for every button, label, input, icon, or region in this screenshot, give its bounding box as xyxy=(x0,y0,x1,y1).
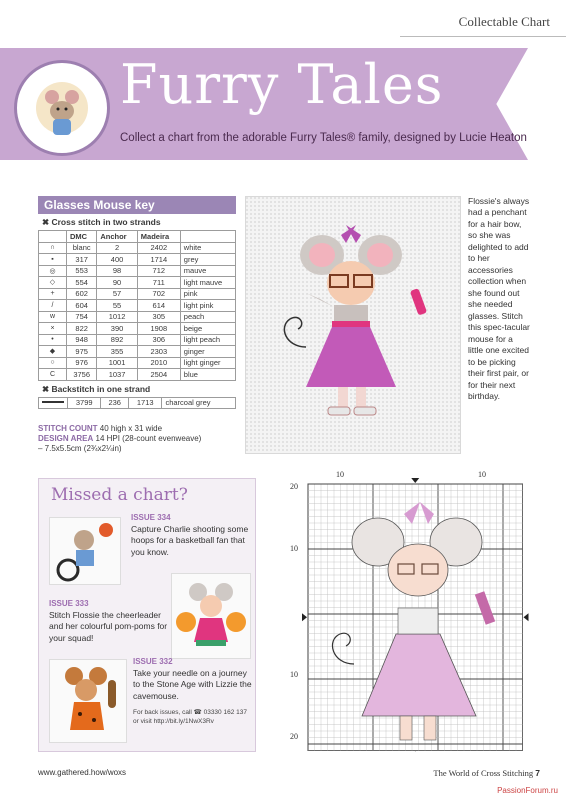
key-box xyxy=(38,196,236,409)
madeira-cell: 1713 xyxy=(129,397,162,409)
table-row xyxy=(39,277,236,289)
anchor-cell: 1012 xyxy=(97,311,137,323)
madeira-cell: 305 xyxy=(137,311,180,323)
missed-chart-box xyxy=(38,478,256,752)
color-name-cell: light pink xyxy=(180,300,235,312)
symbol-cell: × xyxy=(39,323,67,335)
header-rule xyxy=(400,36,566,37)
color-name-cell: charcoal grey xyxy=(162,397,236,409)
anchor-cell: 55 xyxy=(97,300,137,312)
issue-id: ISSUE 332 xyxy=(133,657,173,666)
issue-333 xyxy=(49,599,169,644)
table-row xyxy=(39,334,236,346)
symbol-cell: ∩ xyxy=(39,242,67,254)
table-row xyxy=(39,311,236,323)
dmc-cell: 554 xyxy=(67,277,97,289)
stitch-count-value: 40 high x 31 wide xyxy=(99,424,163,433)
missed-title: Missed a chart? xyxy=(51,485,188,505)
issue-333-thumb xyxy=(171,573,251,659)
symbol-cell: ◇ xyxy=(39,277,67,289)
madeira-cell: 306 xyxy=(137,334,180,346)
cross-icon: ✖ xyxy=(42,383,52,394)
dmc-cell: 975 xyxy=(67,346,97,358)
madeira-cell: 2303 xyxy=(137,346,180,358)
side-text: Flossie's always had a penchant for a hair bow, so she was delighted to add to her accessories collection when she found out she needed glasses. Stitch this spec-tacular mouse for a little one excited to be picking their first pair, or for their next birthday. xyxy=(468,196,530,401)
madeira-cell: 1714 xyxy=(137,254,180,266)
dmc-cell: 604 xyxy=(67,300,97,312)
anchor-cell: 892 xyxy=(97,334,137,346)
back-issues-info xyxy=(133,709,253,727)
issue-id: ISSUE 333 xyxy=(49,599,89,608)
grid-label: 10 xyxy=(290,670,298,679)
madeira-cell: 1908 xyxy=(137,323,180,335)
table-row xyxy=(39,254,236,266)
dmc-cell: 3756 xyxy=(67,369,97,381)
color-name-cell: light ginger xyxy=(180,357,235,369)
cross-stitch-chart xyxy=(290,470,540,752)
name-header xyxy=(180,231,235,243)
symbol-cell: ▪ xyxy=(39,254,67,266)
stitch-info xyxy=(38,424,238,454)
cross-heading: ✖ Cross stitch in two strands xyxy=(42,217,161,227)
symbol-cell: C xyxy=(39,369,67,381)
dmc-cell: blanc xyxy=(67,242,97,254)
madeira-cell: 2504 xyxy=(137,369,180,381)
symbol-cell: / xyxy=(39,300,67,312)
symbol-cell: ◎ xyxy=(39,265,67,277)
section-label: Collectable Chart xyxy=(458,14,550,29)
grid-label: 10 xyxy=(290,544,298,553)
back-issues-link[interactable]: or visit http://bit.ly/1NwX3Rv xyxy=(133,717,214,725)
banner-title: Furry Tales xyxy=(120,53,444,116)
key-header-row xyxy=(39,231,236,243)
dmc-cell: 754 xyxy=(67,311,97,323)
color-name-cell: beige xyxy=(180,323,235,335)
design-area-value: 14 HPI (28-count evenweave) xyxy=(95,434,202,443)
table-row xyxy=(39,300,236,312)
footer-url[interactable]: www.gathered.how/woxs xyxy=(38,768,127,777)
color-name-cell: blue xyxy=(180,369,235,381)
table-row xyxy=(39,288,236,300)
chart-grid xyxy=(290,470,540,752)
center-marker-icon xyxy=(411,478,419,483)
color-name-cell: light peach xyxy=(180,334,235,346)
chart-motif xyxy=(398,608,438,634)
watermark: PassionForum.ru xyxy=(497,786,558,795)
table-row xyxy=(39,242,236,254)
design-area-label: DESIGN AREA xyxy=(38,434,94,443)
dmc-cell: 3799 xyxy=(68,397,101,409)
chart-motif xyxy=(388,544,448,596)
symbol-cell: ○ xyxy=(39,357,67,369)
issue-332-thumb xyxy=(49,659,127,743)
anchor-cell: 2 xyxy=(97,242,137,254)
issue-text: Take your needle on a journey to the Stone Age with Lizzie the cavemouse. xyxy=(133,667,252,701)
color-name-cell: grey xyxy=(180,254,235,266)
table-row xyxy=(39,357,236,369)
stitch-count-label: STITCH COUNT xyxy=(38,424,98,433)
footer-magazine: The World of Cross Stitching 7 xyxy=(433,768,540,778)
chart-motif xyxy=(424,716,436,740)
madeira-cell: 614 xyxy=(137,300,180,312)
issue-text: Stitch Flossie the cheerleader and her colourful pom-poms for your squad! xyxy=(49,609,168,643)
back-table xyxy=(38,397,236,410)
issue-id: ISSUE 334 xyxy=(131,513,171,522)
chart-motif xyxy=(400,716,412,740)
back-issues-phone: For back issues, call ☎ 03330 162 137 xyxy=(133,709,247,716)
back-heading: ✖ Backstitch in one strand xyxy=(42,383,151,394)
sym-header xyxy=(39,231,67,243)
madeira-cell: 702 xyxy=(137,288,180,300)
issue-text: Capture Charlie shooting some hoops for a basketball fan that you know. xyxy=(131,523,249,557)
madeira-cell: 711 xyxy=(137,277,180,289)
anchor-cell: 98 xyxy=(97,265,137,277)
symbol-cell: + xyxy=(39,288,67,300)
dmc-cell: 317 xyxy=(67,254,97,266)
table-row xyxy=(39,397,236,409)
banner-subtitle: Collect a chart from the adorable Furry Tales® family, designed by Lucie Heaton xyxy=(120,132,527,144)
anchor-cell: 355 xyxy=(97,346,137,358)
grid-label: 20 xyxy=(290,482,298,491)
backstitch-line-icon xyxy=(39,397,68,409)
logo xyxy=(14,60,110,156)
center-marker-icon xyxy=(411,752,419,753)
design-area-size: – 7.5x5.5cm (2¾x2¼in) xyxy=(38,444,122,453)
anchor-cell: 400 xyxy=(97,254,137,266)
issue-334 xyxy=(131,513,251,558)
symbol-cell: ◆ xyxy=(39,346,67,358)
cross-icon: ✖ xyxy=(42,217,52,227)
color-name-cell: white xyxy=(180,242,235,254)
color-name-cell: peach xyxy=(180,311,235,323)
symbol-cell: • xyxy=(39,334,67,346)
key-table xyxy=(38,230,236,381)
issue-332 xyxy=(133,657,253,702)
dmc-cell: 948 xyxy=(67,334,97,346)
grid-label: 10 xyxy=(478,470,486,479)
column-header: Anchor xyxy=(97,231,137,243)
madeira-cell: 712 xyxy=(137,265,180,277)
madeira-cell: 2402 xyxy=(137,242,180,254)
dmc-cell: 822 xyxy=(67,323,97,335)
anchor-cell: 1001 xyxy=(97,357,137,369)
color-name-cell: pink xyxy=(180,288,235,300)
anchor-cell: 1037 xyxy=(97,369,137,381)
issue-334-thumb xyxy=(49,517,121,585)
column-header: Madeira xyxy=(137,231,180,243)
anchor-cell: 390 xyxy=(97,323,137,335)
dmc-cell: 602 xyxy=(67,288,97,300)
table-row xyxy=(39,346,236,358)
color-name-cell: light mauve xyxy=(180,277,235,289)
column-header: DMC xyxy=(67,231,97,243)
madeira-cell: 2010 xyxy=(137,357,180,369)
color-name-cell: mauve xyxy=(180,265,235,277)
grid-label: 20 xyxy=(290,732,298,741)
anchor-cell: 236 xyxy=(101,397,129,409)
symbol-cell: w xyxy=(39,311,67,323)
page-number: 7 xyxy=(535,768,540,778)
color-name-cell: ginger xyxy=(180,346,235,358)
center-marker-icon xyxy=(524,613,529,621)
grid-label: 10 xyxy=(336,470,344,479)
stitched-photo xyxy=(245,196,461,454)
dmc-cell: 976 xyxy=(67,357,97,369)
key-title: Glasses Mouse key xyxy=(38,196,236,214)
table-row xyxy=(39,369,236,381)
anchor-cell: 57 xyxy=(97,288,137,300)
center-marker-icon xyxy=(302,613,307,621)
anchor-cell: 90 xyxy=(97,277,137,289)
table-row xyxy=(39,265,236,277)
table-row xyxy=(39,323,236,335)
dmc-cell: 553 xyxy=(67,265,97,277)
